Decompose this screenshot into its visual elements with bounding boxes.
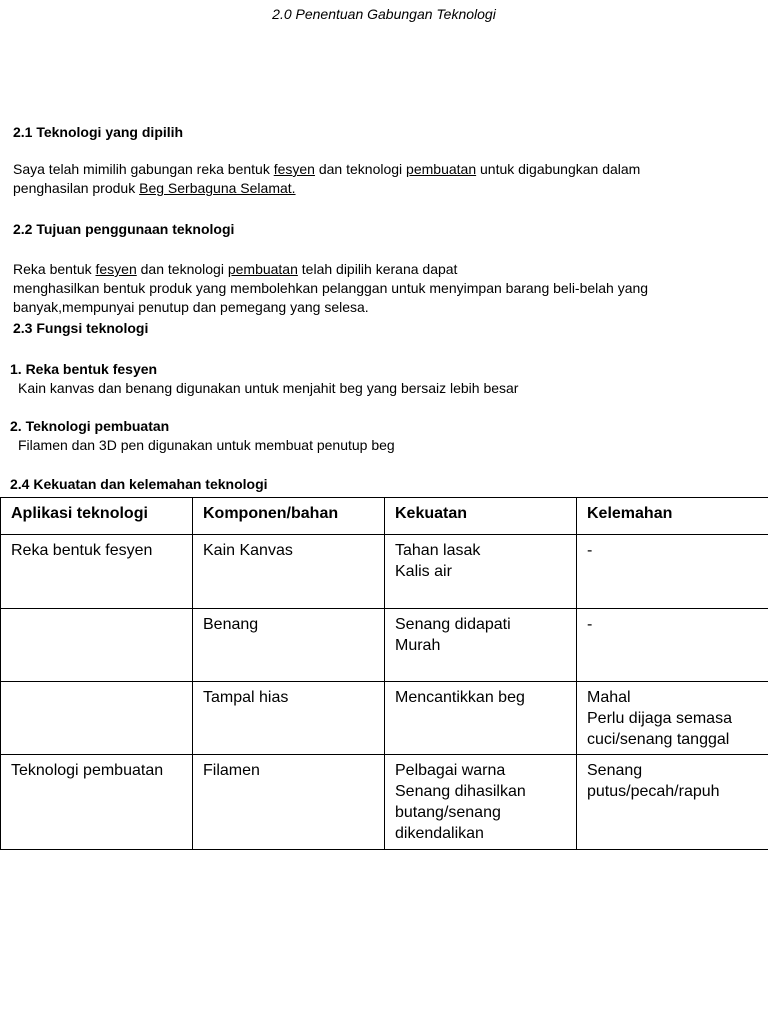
table-row <box>1 755 768 850</box>
section-2-3-heading: 2.3 Fungsi teknologi <box>13 320 149 336</box>
section-2-2-line-3: banyak,mempunyai penutup dan pemegang yang selesa. <box>13 299 369 315</box>
function-item-2-text: Filamen dan 3D pen digunakan untuk membuat penutup beg <box>18 437 395 453</box>
table-cell-kelemahan <box>577 682 768 755</box>
table-cell-kekuatan <box>385 609 577 682</box>
underlined-term-pembuatan: pembuatan <box>227 261 298 277</box>
section-2-2-line-1 <box>13 260 753 279</box>
table-cell-kekuatan <box>385 755 577 850</box>
function-item-2-title: 2. Teknologi pembuatan <box>10 418 170 434</box>
table-cell-kekuatan <box>385 535 577 609</box>
cell-line: Perlu dijaga semasa <box>587 710 732 727</box>
table-cell-komponen: Benang <box>193 609 385 682</box>
cell-line: Kalis air <box>395 563 452 580</box>
text-run: untuk digabungkan dalam <box>476 161 641 177</box>
table-row <box>1 682 768 755</box>
cell-line: cuci/senang tanggal <box>587 731 730 748</box>
table-header-kekuatan: Kekuatan <box>385 498 577 535</box>
cell-line: Senang dihasilkan <box>395 783 526 800</box>
section-2-1-line-1 <box>13 160 753 179</box>
table-header-kelemahan: Kelemahan <box>577 498 768 535</box>
cell-line: Mahal <box>587 689 631 706</box>
table-header-row <box>1 498 768 535</box>
cell-line: Senang <box>587 762 643 779</box>
table-cell-aplikasi: Reka bentuk fesyen <box>1 535 193 609</box>
function-item-1-text: Kain kanvas dan benang digunakan untuk menjahit beg yang bersaiz lebih besar <box>18 380 519 396</box>
underlined-product-name: Beg Serbaguna Selamat. <box>139 180 296 196</box>
text-run: penghasilan produk <box>13 180 140 196</box>
table-cell-komponen: Filamen <box>193 755 385 850</box>
cell-line: putus/pecah/rapuh <box>587 783 720 800</box>
cell-line: Tahan lasak <box>395 542 481 559</box>
underlined-term-fesyen: fesyen <box>95 261 137 277</box>
cell-line: Pelbagai warna <box>395 762 506 779</box>
text-run: dan teknologi <box>314 161 407 177</box>
table-cell-komponen: Tampal hias <box>193 682 385 755</box>
cell-line: Mencantikkan beg <box>395 689 525 706</box>
section-2-1-heading: 2.1 Teknologi yang dipilih <box>13 124 184 140</box>
cell-line: - <box>587 616 593 633</box>
cell-line: butang/senang <box>395 804 501 821</box>
underlined-term-pembuatan: pembuatan <box>406 161 477 177</box>
table-cell-aplikasi <box>1 682 193 755</box>
table-header-komponen: Komponen/bahan <box>193 498 385 535</box>
table-cell-komponen: Kain Kanvas <box>193 535 385 609</box>
text-run: telah dipilih kerana dapat <box>297 261 458 277</box>
table-header-aplikasi: Aplikasi teknologi <box>1 498 193 535</box>
text-run: Reka bentuk <box>13 261 96 277</box>
table-cell-aplikasi: Teknologi pembuatan <box>1 755 193 850</box>
function-item-1-title: 1. Reka bentuk fesyen <box>10 361 158 377</box>
table-cell-kelemahan <box>577 609 768 682</box>
cell-line: - <box>587 542 593 559</box>
table-row <box>1 535 768 609</box>
section-2-4-heading: 2.4 Kekuatan dan kelemahan teknologi <box>10 476 268 492</box>
cell-line: Senang didapati <box>395 616 511 633</box>
table-cell-aplikasi <box>1 609 193 682</box>
cell-line: Murah <box>395 637 441 654</box>
text-run: dan teknologi <box>136 261 228 277</box>
table-cell-kekuatan <box>385 682 577 755</box>
section-2-1-line-2 <box>13 179 753 198</box>
text-run: Saya telah mimilih gabungan reka bentuk <box>13 161 274 177</box>
strengths-weaknesses-table <box>0 497 768 850</box>
table-row <box>1 609 768 682</box>
underlined-term-fesyen: fesyen <box>273 161 315 177</box>
section-2-2-line-2: menghasilkan bentuk produk yang membolehkan pelanggan untuk menyimpan barang beli-belah yang <box>13 280 649 296</box>
cell-line: dikendalikan <box>395 825 484 842</box>
section-2-2-body <box>13 260 753 317</box>
page-title: 2.0 Penentuan Gabungan Teknologi <box>272 6 496 22</box>
section-2-1-body <box>13 160 753 198</box>
section-2-2-heading: 2.2 Tujuan penggunaan teknologi <box>13 221 235 237</box>
table-cell-kelemahan <box>577 535 768 609</box>
table-cell-kelemahan <box>577 755 768 850</box>
